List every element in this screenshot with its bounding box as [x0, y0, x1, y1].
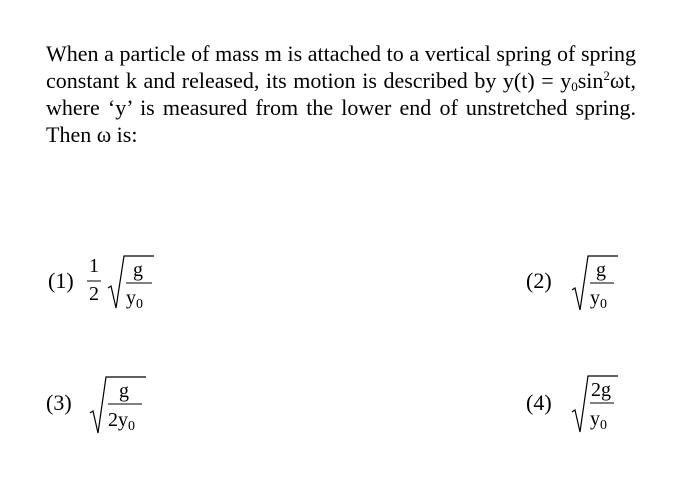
option-3-label: (3) — [46, 390, 72, 415]
option-1-coef-denominator: 2 — [89, 283, 99, 305]
question-part-1: When a particle of mass m is attached to a vertical spring of spring constant k and released, its motion is described by y(t) = y — [46, 41, 636, 93]
option-4-label: (4) — [526, 390, 552, 415]
question-text — [46, 40, 636, 148]
option-1-label: (1) — [48, 268, 74, 293]
question-part-3: ωt, where ‘y’ is measured from the lower end of unstretched spring. Then ω is: — [46, 68, 636, 147]
option-3-denominator: $2y_0$ — [108, 409, 135, 434]
option-3-numerator: g — [119, 380, 129, 402]
option-4-formula — [570, 372, 640, 436]
option-2-label: (2) — [526, 268, 552, 293]
question-superscript-2: 2 — [603, 68, 610, 83]
option-1-formula — [80, 252, 170, 314]
option-3-formula — [88, 373, 168, 437]
option-1-denominator: $y_0$ — [126, 287, 143, 312]
option-1-coef-numerator: 1 — [89, 255, 99, 277]
option-4-numerator: 2g — [591, 379, 611, 401]
option-2-formula — [570, 252, 640, 314]
option-2-numerator: g — [596, 259, 606, 281]
option-2-denominator: $y_0$ — [590, 287, 607, 312]
question-part-2: sin — [577, 68, 604, 93]
option-1-numerator: g — [133, 259, 143, 281]
question-subscript-0: 0 — [571, 79, 578, 94]
option-4-denominator: $y_0$ — [590, 408, 607, 433]
